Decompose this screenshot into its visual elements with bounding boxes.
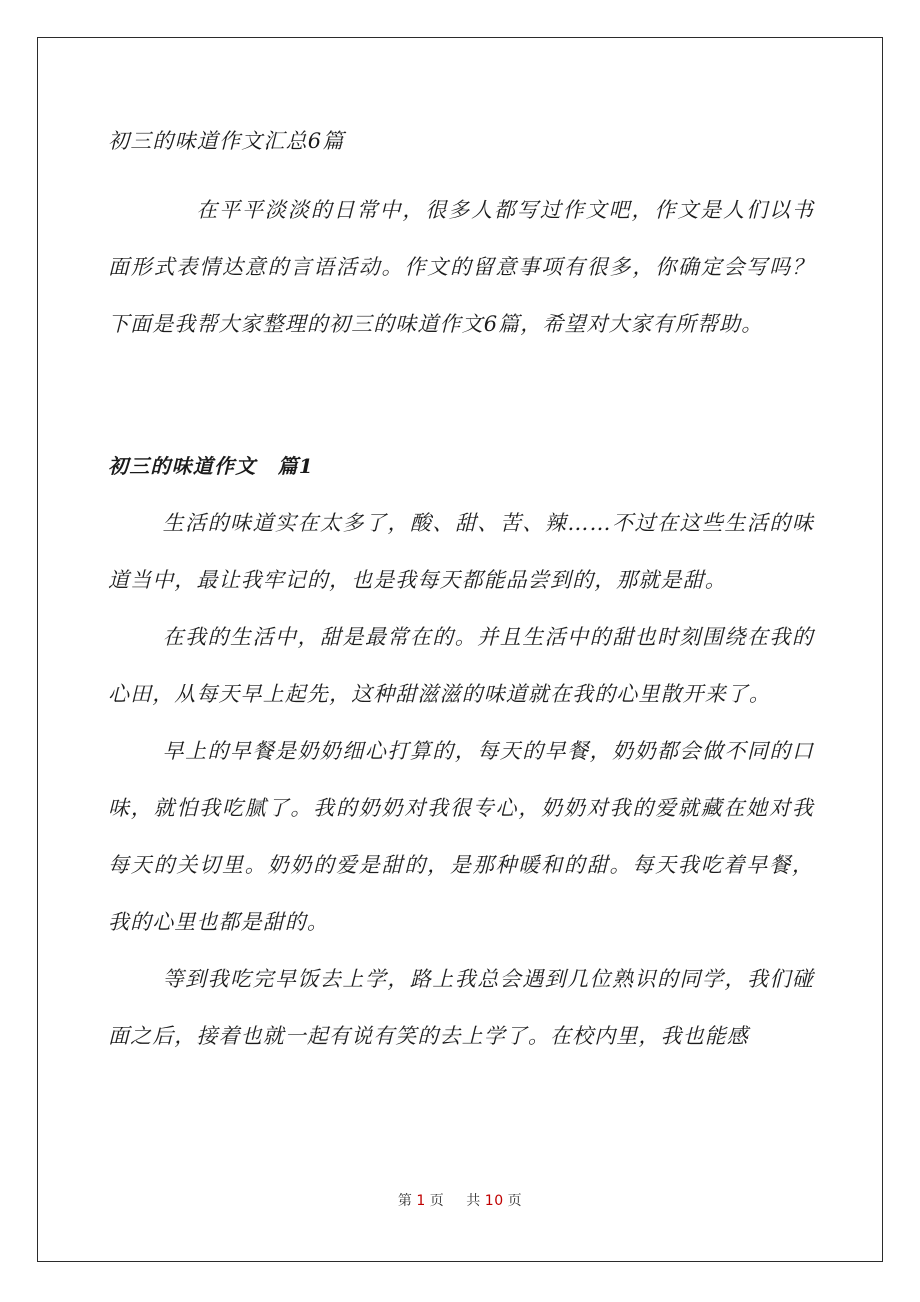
- page-footer: [0, 1190, 920, 1210]
- section-heading: 初三的味道作文 篇1: [108, 454, 314, 478]
- body-paragraph-2: 在我的生活中，甜是最常在的。并且生活中的甜也时刻围绕在我的心田，从每天早上起先，这种甜滋滋的味道就在我的心里散开来了。: [108, 625, 814, 706]
- document-content: [108, 124, 814, 1065]
- intro-paragraph: 在平平淡淡的日常中，很多人都写过作文吧，作文是人们以书面形式表情达意的言语活动。作文的留意事项有很多，你确定会写吗？下面是我帮大家整理的初三的味道作文6篇，希望对大家有所帮助。: [108, 198, 814, 336]
- footer-total-suffix: 页: [507, 1193, 523, 1209]
- footer-current-page-number: 1: [416, 1193, 426, 1209]
- footer-current-prefix: 第: [397, 1193, 413, 1209]
- footer-current-suffix: 页: [429, 1193, 445, 1209]
- footer-total-prefix: 共: [466, 1193, 481, 1209]
- document-title: 初三的味道作文汇总6篇: [108, 129, 345, 153]
- section-spacer: [108, 353, 814, 449]
- body-paragraph-4: 等到我吃完早饭去上学，路上我总会遇到几位熟识的同学，我们碰面之后，接着也就一起有说有笑的去上学了。在校内里，我也能感: [108, 967, 814, 1048]
- body-paragraph-1: 生活的味道实在太多了，酸、甜、苦、辣……不过在这些生活的味道当中，最让我牢记的，也是我每天都能品尝到的，那就是甜。: [108, 511, 814, 592]
- body-paragraph-3: 早上的早餐是奶奶细心打算的，每天的早餐，奶奶都会做不同的口味，就怕我吃腻了。我的奶奶对我很专心，奶奶对我的爱就藏在她对我每天的关切里。奶奶的爱是甜的，是那种暖和的甜。每天我吃着早餐，我的心里也都是甜的。: [108, 739, 814, 934]
- footer-total-page-number: 10: [484, 1193, 504, 1209]
